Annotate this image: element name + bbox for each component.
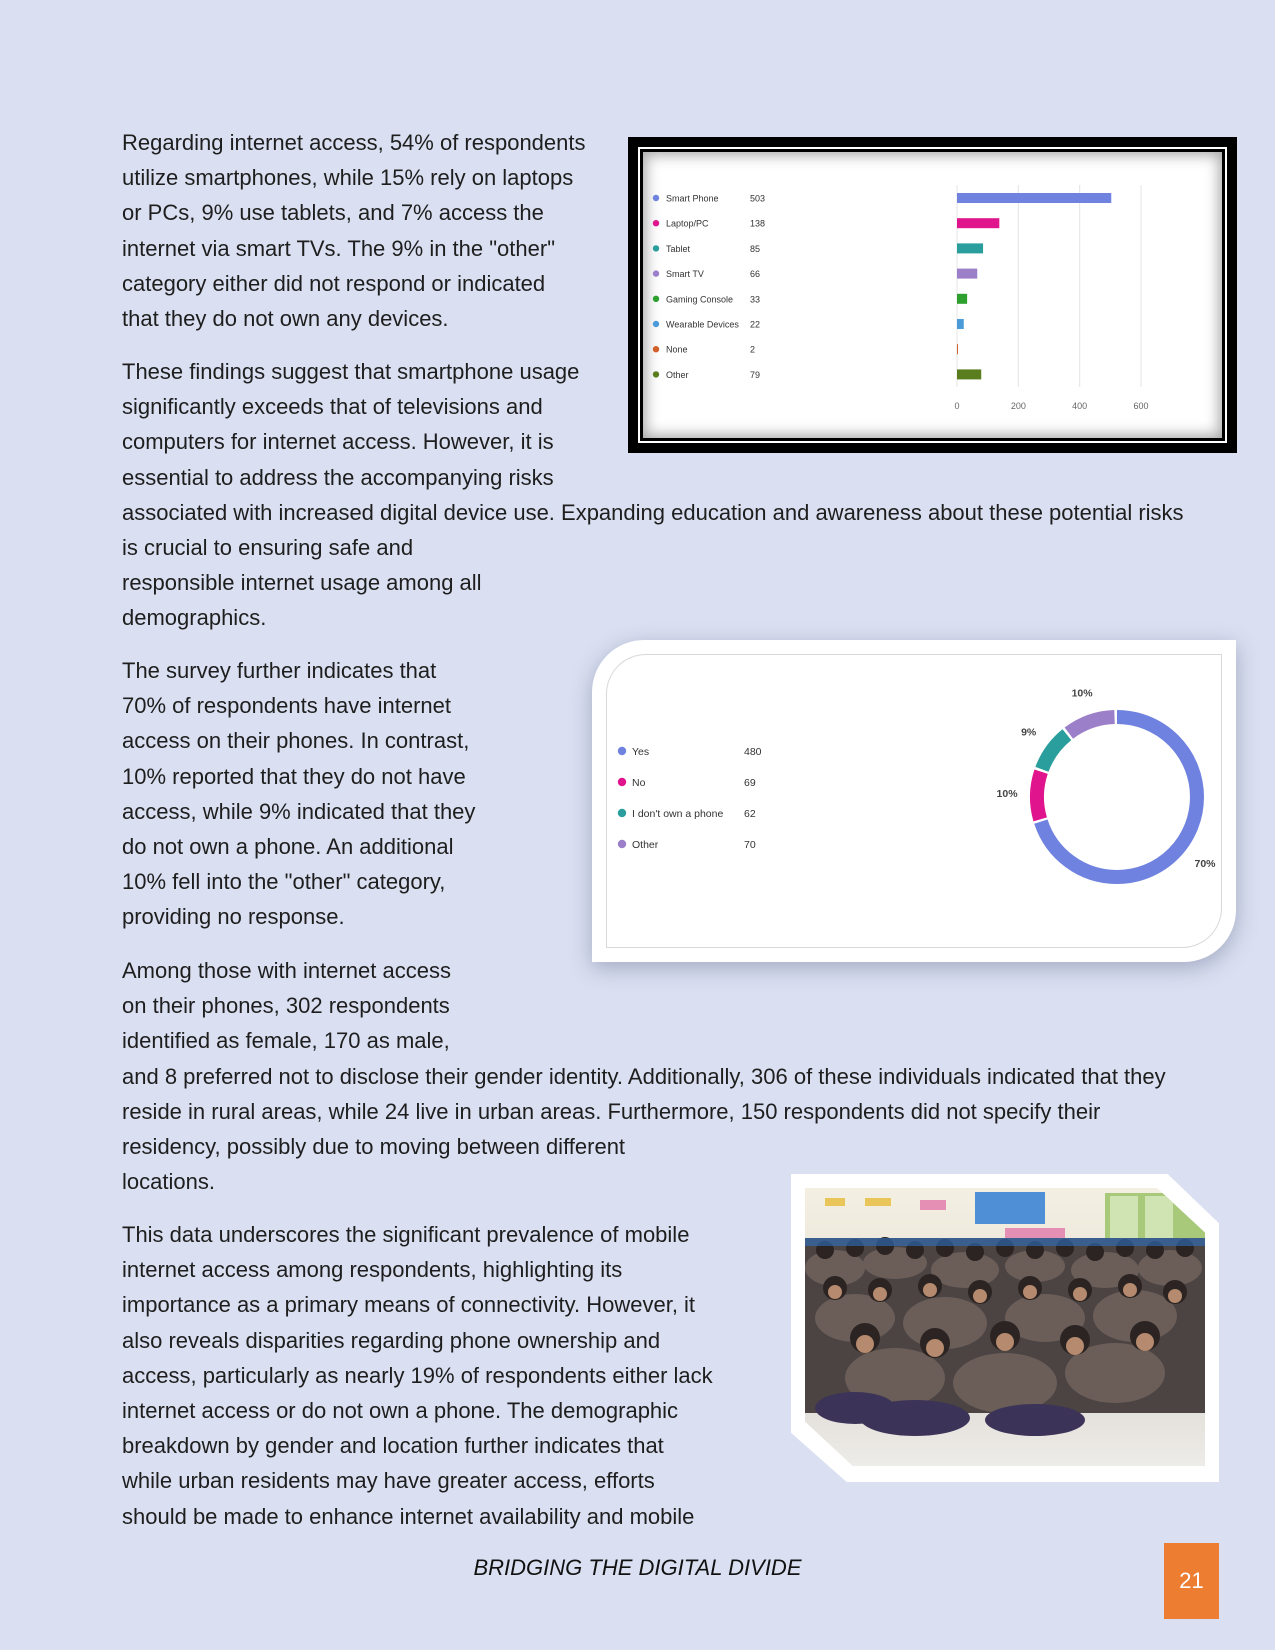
paragraph-line: associated with increased digital device use. Expanding education and awareness about these potential risks xyxy=(122,499,1184,525)
legend-value: 33 xyxy=(750,294,761,305)
bar xyxy=(957,319,964,329)
legend-value: 503 xyxy=(750,193,766,204)
paragraph-line: importance as a primary means of connectivity. However, it xyxy=(122,1292,696,1318)
classroom-photo xyxy=(791,1174,1219,1482)
paragraph-line: These findings suggest that smartphone usage xyxy=(122,359,580,384)
paragraph-line: that they do not own any devices. xyxy=(122,306,449,332)
legend-value: 85 xyxy=(750,243,761,254)
page-number: 21 xyxy=(1164,1543,1219,1619)
paragraph-line: The survey further indicates that xyxy=(122,658,437,683)
paragraph-line: demographics. xyxy=(122,605,267,631)
paragraph-line: 10% reported that they do not have xyxy=(122,763,466,789)
phone-access-chart xyxy=(592,640,1236,962)
legend-value: 66 xyxy=(750,269,761,280)
legend-label: None xyxy=(666,344,688,355)
legend-label: Tablet xyxy=(666,243,691,254)
bar xyxy=(957,218,999,228)
legend-label: Smart TV xyxy=(666,269,704,280)
paragraph-1 xyxy=(122,125,586,336)
legend-label: Other xyxy=(666,369,689,380)
legend-label: No xyxy=(632,777,646,789)
bar xyxy=(957,269,977,279)
legend-marker xyxy=(618,778,626,786)
device-usage-chart xyxy=(628,137,1237,453)
paragraph-line: access, particularly as nearly 19% of respondents either lack xyxy=(122,1362,713,1388)
paragraph-line: This data underscores the significant prevalence of mobile xyxy=(122,1222,690,1247)
legend-label: Other xyxy=(632,839,659,851)
paragraph-line: 10% fell into the "other" category, xyxy=(122,869,446,895)
paragraph-line: on their phones, 302 respondents xyxy=(122,993,450,1019)
paragraph-line: Among those with internet access xyxy=(122,958,451,983)
paragraph-line: essential to address the accompanying risks xyxy=(122,464,554,490)
bar xyxy=(957,193,1111,203)
paragraph-line: do not own a phone. An additional xyxy=(122,834,454,860)
legend-marker xyxy=(653,270,659,276)
paragraph-line: access, while 9% indicated that they xyxy=(122,798,476,824)
paragraph-line: or PCs, 9% use tablets, and 7% access the xyxy=(122,200,544,226)
paragraph-line: category either did not respond or indicated xyxy=(122,270,546,296)
paragraph-line: and 8 preferred not to disclose their gender identity. Additionally, 306 of these individuals indicated that they xyxy=(122,1063,1166,1089)
paragraph-3 xyxy=(122,653,475,935)
donut-slice xyxy=(1014,694,1219,899)
legend-marker xyxy=(653,321,659,327)
legend-value: 62 xyxy=(744,808,756,820)
bar xyxy=(957,294,967,304)
paragraph-line: responsible internet usage among all xyxy=(122,570,482,596)
legend-value: 69 xyxy=(744,777,756,789)
paragraph-line: utilize smartphones, while 15% rely on laptops xyxy=(122,165,574,191)
paragraph-5 xyxy=(122,1217,713,1534)
legend-value: 2 xyxy=(750,344,756,355)
legend-label: Wearable Devices xyxy=(666,319,739,330)
x-tick-label: 400 xyxy=(1072,401,1088,411)
slice-percent-label: 10% xyxy=(1071,687,1093,700)
paragraph-line: also reveals disparities regarding phone ownership and xyxy=(122,1327,661,1353)
legend-value: 138 xyxy=(750,218,766,229)
paragraph-line: internet access or do not own a phone. The demographic xyxy=(122,1398,679,1424)
slice-percent-label: 10% xyxy=(996,788,1018,801)
bar xyxy=(957,344,958,354)
legend-value: 70 xyxy=(744,839,756,851)
legend-marker xyxy=(653,346,659,352)
paragraph-line: reside in rural areas, while 24 live in urban areas. Furthermore, 150 respondents did not specify their xyxy=(122,1098,1101,1124)
legend-marker xyxy=(618,747,626,755)
paragraph-line: breakdown by gender and location further indicates that xyxy=(122,1433,664,1459)
slice-percent-label: 70% xyxy=(1194,858,1216,871)
legend-marker xyxy=(653,296,659,302)
legend-label: I don't own a phone xyxy=(632,808,724,820)
legend-value: 22 xyxy=(750,319,761,330)
legend-marker xyxy=(653,245,659,251)
legend-label: Smart Phone xyxy=(666,193,719,204)
paragraph-line: residency, possibly due to moving between different xyxy=(122,1134,626,1160)
legend-marker xyxy=(618,840,626,848)
legend-value: 480 xyxy=(744,746,762,758)
legend-marker xyxy=(618,809,626,817)
paragraph-line: is crucial to ensuring safe and xyxy=(122,535,414,561)
legend-label: Gaming Console xyxy=(666,294,734,305)
legend-marker xyxy=(653,371,659,377)
paragraph-line: while urban residents may have greater access, efforts xyxy=(122,1468,655,1494)
paragraph-line: significantly exceeds that of televisions and xyxy=(122,394,543,420)
paragraph-line: computers for internet access. However, it is xyxy=(122,429,554,455)
paragraph-4 xyxy=(122,953,1166,1199)
x-tick-label: 600 xyxy=(1133,401,1149,411)
paragraph-line: internet via smart TVs. The 9% in the "other" xyxy=(122,235,556,261)
x-tick-label: 0 xyxy=(954,401,960,411)
bar xyxy=(957,369,981,379)
paragraph-line: access on their phones. In contrast, xyxy=(122,728,470,754)
paragraph-line: internet access among respondents, highlighting its xyxy=(122,1257,623,1283)
donut-slice xyxy=(1018,698,1216,896)
legend-label: Yes xyxy=(632,746,650,758)
legend-value: 79 xyxy=(750,369,761,380)
phone-access-chart-svg xyxy=(592,640,1236,962)
bar xyxy=(957,243,983,253)
legend-marker xyxy=(653,195,659,201)
classroom-photo-icon xyxy=(805,1188,1205,1466)
slice-percent-label: 9% xyxy=(1021,726,1037,739)
paragraph-line: Regarding internet access, 54% of respondents xyxy=(122,130,586,155)
paragraph-line: identified as female, 170 as male, xyxy=(122,1028,450,1054)
x-tick-label: 200 xyxy=(1010,401,1026,411)
device-usage-chart-svg xyxy=(628,137,1237,453)
legend-marker xyxy=(653,220,659,226)
paragraph-line: locations. xyxy=(122,1169,215,1195)
footer-title: BRIDGING THE DIGITAL DIVIDE xyxy=(473,1555,802,1580)
paragraph-line: should be made to enhance internet availability and mobile xyxy=(122,1503,695,1529)
paragraph-line: providing no response. xyxy=(122,904,345,930)
paragraph-line: 70% of respondents have internet xyxy=(122,693,452,719)
classroom-photo-image xyxy=(805,1188,1205,1466)
legend-label: Laptop/PC xyxy=(666,218,709,229)
